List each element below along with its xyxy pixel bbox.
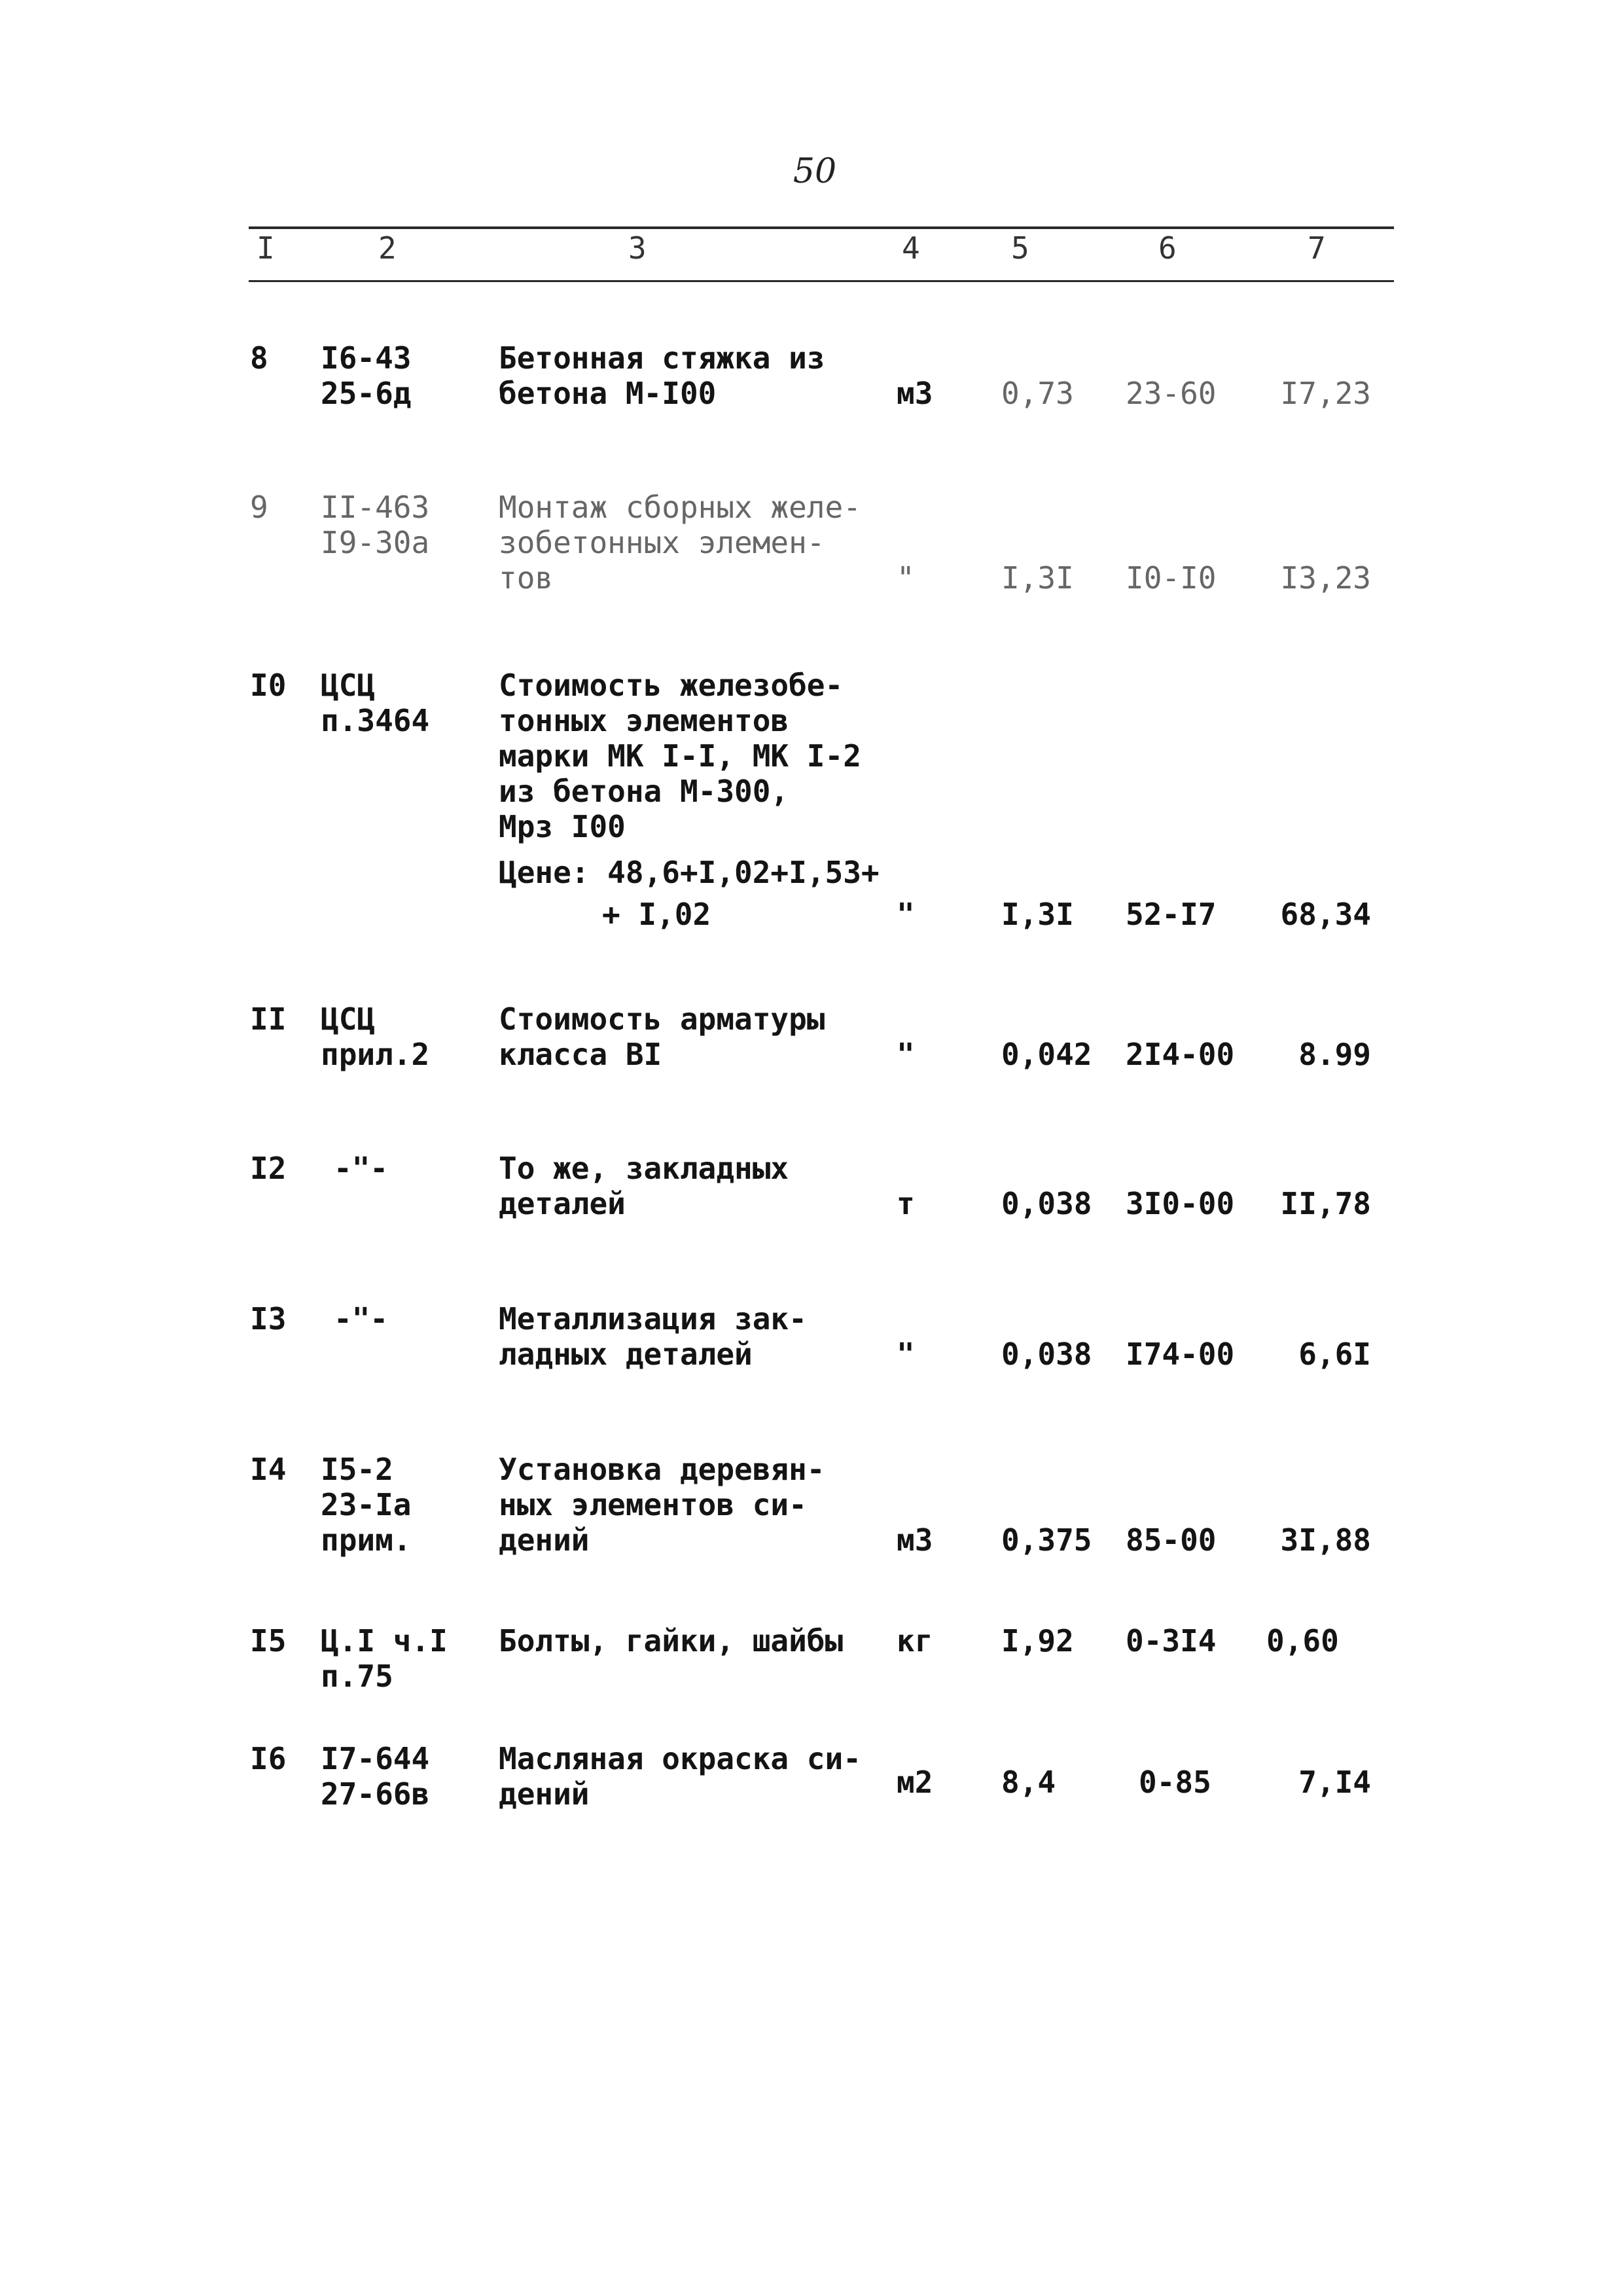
row-unit: " — [897, 1336, 915, 1372]
row-code: -"- — [334, 1301, 389, 1336]
row-description: Масляная окраска си- дений — [499, 1741, 861, 1812]
row-number: II — [250, 1001, 287, 1037]
row-unit-price: 0-85 — [1139, 1765, 1211, 1800]
row-quantity: 0,375 — [1001, 1522, 1092, 1558]
column-header-4: 4 — [902, 230, 920, 266]
row-unit-price: I0-I0 — [1126, 560, 1217, 596]
row-description: Установка деревян- ных элементов си- дений — [499, 1452, 825, 1558]
row-description: Стоимость железобе- тонных элементов марки МК I-I, МК I-2 из бетона М-300, Мрз I00 — [499, 668, 861, 844]
column-header-7: 7 — [1308, 230, 1326, 266]
column-header-1: I — [257, 230, 275, 266]
row-unit-price: 52-I7 — [1126, 897, 1217, 932]
row-unit-price: 85-00 — [1126, 1522, 1217, 1558]
row-code: ЦСЦ п.3464 — [321, 668, 430, 738]
row-description: Болты, гайки, шайбы — [499, 1623, 844, 1659]
row-quantity: I,92 — [1001, 1623, 1074, 1659]
row-number: I0 — [250, 668, 287, 703]
row-description: Металлизация зак- ладных деталей — [499, 1301, 807, 1372]
row-number: I3 — [250, 1301, 287, 1336]
table-header-rule — [249, 280, 1394, 282]
table-top-rule — [249, 226, 1394, 229]
row-code: II-463 I9-30а — [321, 490, 430, 560]
price-formula: Цене: 48,6+I,02+I,53+ — [499, 855, 880, 890]
row-quantity: 8,4 — [1001, 1765, 1056, 1800]
row-unit: " — [897, 897, 915, 932]
row-unit-price: 3I0-00 — [1126, 1186, 1235, 1221]
row-code: I6-43 25-6д — [321, 340, 412, 411]
row-unit-price: I74-00 — [1126, 1336, 1235, 1372]
row-unit-price: 23-60 — [1126, 376, 1217, 411]
row-code: I5-2 23-Iа прим. — [321, 1452, 412, 1558]
page-number: 50 — [793, 152, 837, 191]
column-header-6: 6 — [1158, 230, 1177, 266]
row-quantity: 0,038 — [1001, 1186, 1092, 1221]
row-number: I4 — [250, 1452, 287, 1487]
row-total: II,78 — [1280, 1186, 1371, 1221]
row-unit: м3 — [897, 1522, 933, 1558]
row-number: I2 — [250, 1151, 287, 1186]
row-total: 6,6I — [1298, 1336, 1371, 1372]
row-quantity: 0,042 — [1001, 1037, 1092, 1072]
row-code: -"- — [334, 1151, 389, 1186]
row-number: I5 — [250, 1623, 287, 1659]
row-unit-price: 0-3I4 — [1126, 1623, 1217, 1659]
row-unit-price: 2I4-00 — [1126, 1037, 1235, 1072]
row-quantity: I,3I — [1001, 560, 1074, 596]
row-total: 68,34 — [1280, 897, 1371, 932]
row-total: 3I,88 — [1280, 1522, 1371, 1558]
row-quantity: I,3I — [1001, 897, 1074, 932]
row-description: Бетонная стяжка из бетона М-I00 — [499, 340, 825, 411]
column-header-2: 2 — [378, 230, 397, 266]
row-quantity: 0,038 — [1001, 1336, 1092, 1372]
row-quantity: 0,73 — [1001, 376, 1074, 411]
row-code: I7-644 27-66в — [321, 1741, 430, 1812]
price-formula-continuation: + I,02 — [602, 897, 711, 932]
row-unit: м3 — [897, 376, 933, 411]
row-description: То же, закладных деталей — [499, 1151, 789, 1221]
row-unit: " — [897, 560, 915, 596]
row-total: 7,I4 — [1298, 1765, 1371, 1800]
row-number: I6 — [250, 1741, 287, 1776]
row-description: Монтаж сборных желе- зобетонных элемен- тов — [499, 490, 861, 596]
row-unit: м2 — [897, 1765, 933, 1800]
row-unit: " — [897, 1037, 915, 1072]
row-unit: кг — [897, 1623, 933, 1659]
row-code: Ц.I ч.I п.75 — [321, 1623, 448, 1694]
row-total: 0,60 — [1266, 1623, 1339, 1659]
column-header-5: 5 — [1011, 230, 1029, 266]
row-unit: т — [897, 1186, 915, 1221]
row-description: Стоимость арматуры класса ВI — [499, 1001, 825, 1072]
row-total: I3,23 — [1280, 560, 1371, 596]
column-header-3: 3 — [628, 230, 647, 266]
row-code: ЦСЦ прил.2 — [321, 1001, 430, 1072]
row-number: 8 — [250, 340, 268, 376]
row-total: I7,23 — [1280, 376, 1371, 411]
row-total: 8.99 — [1298, 1037, 1371, 1072]
row-number: 9 — [250, 490, 268, 525]
